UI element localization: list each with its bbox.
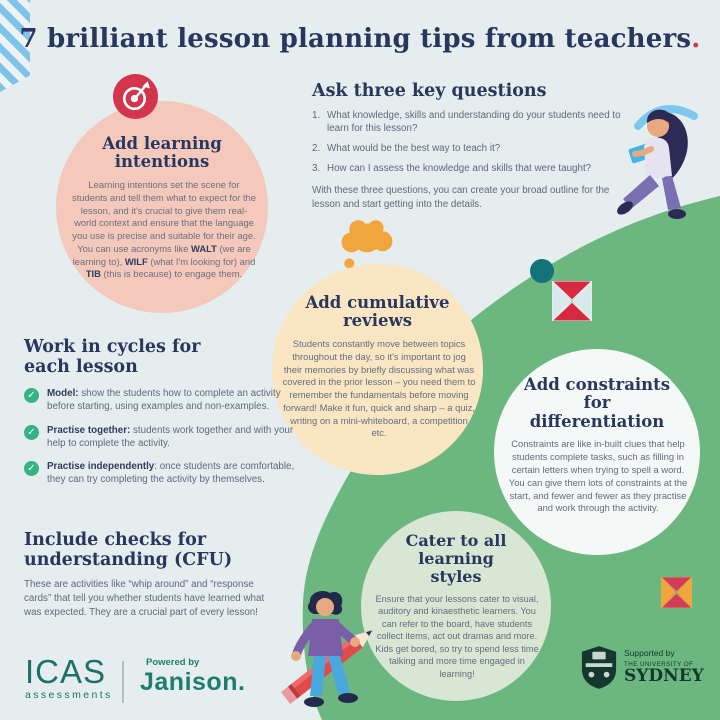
university-name-small: THE UNIVERSITY OF: [624, 661, 694, 669]
section-cfu-heading: Include checks for understanding (CFU): [24, 530, 233, 570]
section-ask-questions-footer: With these three questions, you can create your broad outline for the lesson and start getting into the details.: [312, 185, 610, 210]
acronym-tib: TIB: [85, 268, 101, 280]
janison-logo-text: Janison.: [140, 668, 246, 696]
question-number: 2.: [312, 143, 321, 155]
cycle-item: [24, 387, 296, 413]
tip-cumulative-reviews-heading: Add cumulative reviews: [305, 293, 450, 331]
question-item: [312, 162, 634, 175]
body-text: (we are learning to),: [72, 242, 251, 267]
question-item: [312, 109, 634, 135]
teal-dot-decoration: [530, 259, 554, 283]
acronym-wilf: WILF: [124, 255, 148, 267]
student-with-pencil-illustration: [280, 590, 392, 720]
question-text: What would be the best way to teach it?: [327, 143, 501, 155]
pinwheel-icon: [661, 577, 692, 608]
janison-logo: [140, 657, 245, 697]
cycle-text: [47, 387, 296, 413]
cycle-desc: students work together and with your help to complete the activity.: [47, 424, 294, 449]
check-circle-icon: ✓: [24, 388, 39, 403]
janison-powered-by: Powered by: [146, 657, 200, 668]
tip-constraints: [494, 349, 700, 555]
tip-learning-intentions-heading: Add learning intentions: [102, 134, 222, 172]
cycle-text: [47, 460, 296, 486]
section-cfu-body: These are activities like “whip around” and “response cards” that tell you whether students have learned what was expected. They are a crucial part of every lesson!: [24, 579, 265, 618]
target-icon: [113, 74, 158, 119]
acronym-walt: WALT: [191, 242, 217, 254]
tip-learning-intentions-body: [72, 179, 256, 281]
page-title-text: 7 brilliant lesson planning tips from teachers: [19, 24, 692, 54]
section-cfu: [24, 531, 300, 619]
tip-cumulative-reviews: [272, 264, 483, 475]
cycle-item: [24, 424, 296, 450]
question-text: What knowledge, skills and understanding do your students need to learn for this lesson?: [327, 109, 621, 134]
cycle-item: [24, 460, 296, 486]
question-number: 3.: [312, 163, 321, 175]
body-text: Learning intentions set the scene for students and tell them what to expect for the lesson, and it's crucial to give them real-world context and ensure that the language you use is precise and suitable for their age. You can use acronyms like: [72, 178, 256, 254]
check-circle-icon: ✓: [24, 461, 39, 476]
cycle-desc: : once students are comfortable, they can try completing the activity by themselves.: [47, 461, 295, 486]
tip-cumulative-reviews-body: Students constantly move between topics throughout the day, so it's important to jog their memories by briefly discussing what was covered in the prior lesson – you need them to remember the fundamentals before moving forward! Make it fun, quick and sharp – a quiz, writing on a mini-whiteboard, a competition etc.: [282, 337, 476, 439]
sydney-university-logo: [580, 644, 712, 690]
section-work-cycles-heading: Work in cycles for each lesson: [24, 337, 201, 377]
pinwheel-icon: [552, 281, 592, 321]
body-text: (what I'm looking for) and: [147, 255, 256, 267]
page-title: [0, 24, 720, 54]
running-teacher-illustration: [610, 96, 718, 236]
title-period: .: [691, 24, 701, 54]
icas-logo: [25, 655, 113, 701]
tip-constraints-heading: Add constraints for differentiation: [523, 375, 671, 431]
icas-logo-text: ICAS: [25, 653, 107, 690]
question-text: How can I assess the knowledge and skills that were taught?: [327, 163, 592, 175]
section-ask-questions: [312, 82, 634, 211]
cycle-text: [47, 424, 296, 450]
sydney-shield-icon: [580, 644, 618, 690]
cycle-desc: show the students how to complete an activity before starting, using examples and non-examples.: [47, 388, 281, 413]
cycle-term: Practise independently: [47, 461, 155, 473]
section-work-cycles: [24, 338, 296, 487]
body-text: (this is because) to engage them.: [100, 268, 243, 280]
supported-by-label: Supported by: [624, 648, 675, 659]
cycle-term: Model:: [47, 388, 79, 400]
check-circle-icon: ✓: [24, 425, 39, 440]
section-ask-questions-heading: Ask three key questions: [312, 81, 547, 101]
icas-logo-subtext: assessments: [25, 689, 113, 701]
cycle-term: Practise together:: [47, 424, 131, 436]
tip-constraints-body: Constraints are like in-built clues that help students complete tasks, such as filling in certain letters when trying to spell a word. You can give them lots of constraints at the start, and fewer and fewer as they practise and work through the activity.: [508, 438, 688, 514]
question-number: 1.: [312, 109, 321, 121]
tip-cater-heading: Cater to all learning styles: [405, 531, 507, 586]
footer-divider: [122, 661, 124, 703]
question-item: [312, 142, 634, 155]
tip-learning-intentions: [56, 101, 268, 313]
tip-cater-body: Ensure that your lessons cater to visual, auditory and kinaesthetic learners. You can refer to the board, have students collect items, act out dramas and more. Kids get bored, so try to spend less time talking and more time engaged in learning!: [375, 593, 539, 679]
university-name-big: SYDNEY: [624, 666, 704, 687]
